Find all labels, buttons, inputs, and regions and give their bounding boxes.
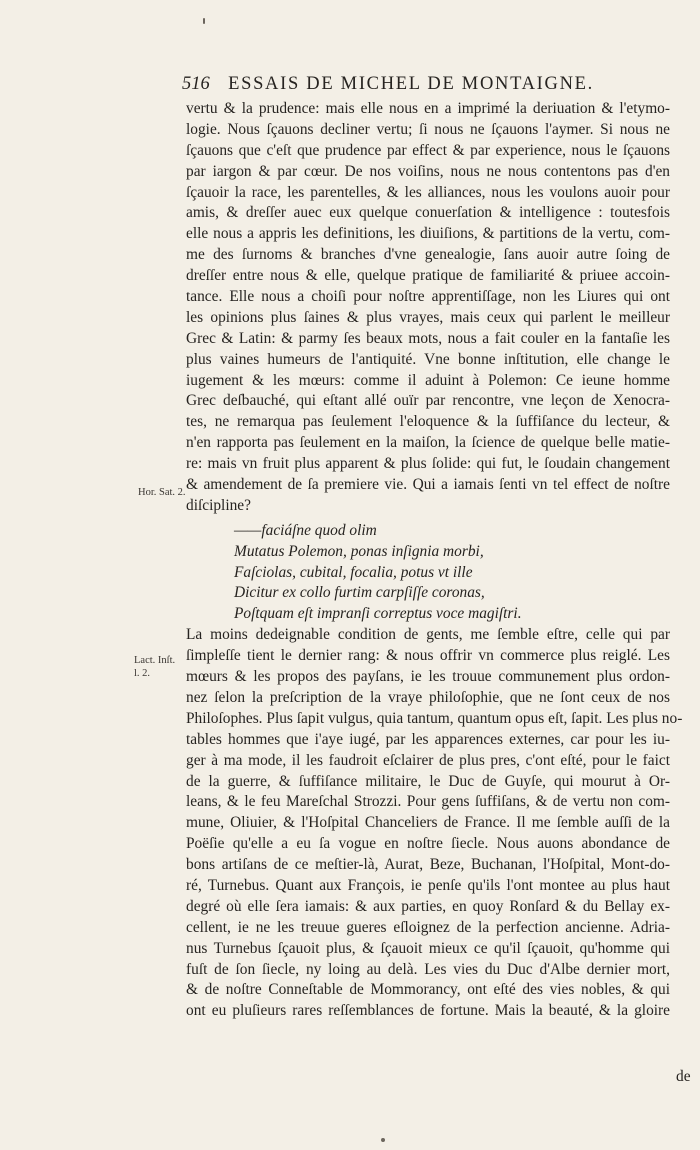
- text-line: & amendement de ſa premiere vie. Qui a iamais ſenti vn tel effect de noſtre: [186, 476, 670, 494]
- text-line: amis, & dreſſer auec eux quelque conuerſation & intelligence : toutesfois: [186, 204, 670, 222]
- margin-note-lactance: Lact. Inſt. l. 2.: [134, 655, 176, 679]
- text-line: iugement & les mœurs: comme il aduint à Polemon: Ce ieune homme: [186, 371, 670, 389]
- text-line: bons artiſans de ce meſtier-là, Aurat, Beze, Buchanan, l'Hoſpital, Mont-do-: [186, 856, 670, 874]
- text-line: ger à ma mode, il les faudroit eſclairer de plus pres, c'ont eſté, pour le faict: [186, 751, 670, 769]
- text-line: ré, Turnebus. Quant aux François, ie penſe qu'ils l'ont montee au plus haut: [186, 876, 670, 894]
- text-line: vertu & la prudence: mais elle nous en a imprimé la deriuation & l'etymo-: [186, 100, 670, 117]
- text-line: plus vaines humeurs de l'antiquité. Vne bonne inſtitution, elle change le: [186, 350, 670, 368]
- text-line: ſçauoir la race, les parentelles, & les alliances, nous les voulons auoir pour: [186, 183, 670, 201]
- text-line: nus Turnebus ſçauoit plus, & ſçauoit mieux ce qu'il ſçauoit, qu'homme qui: [186, 939, 670, 957]
- text-line: elle nous a appris les definitions, les diuiſions, & partitions de la vertu, com-: [186, 225, 670, 243]
- verse-line: ——faciáſne quod olim: [234, 521, 377, 539]
- text-line: cellent, ie ne les treuue gueres eſloignez de la perfection ancienne. Adria-: [186, 918, 670, 936]
- text-line: Grec deſbauché, qui eſtant allé ouïr par rencontre, vne leçon de Xenocra-: [186, 392, 670, 410]
- text-line: fuſt de ſon ſiecle, ny loing au delà. Les vies du Duc d'Albe dernier mort,: [186, 960, 670, 978]
- text-line: logie. Nous ſçauons decliner vertu; ſi nous ne ſçauons l'aymer. Si nous ne: [186, 120, 670, 138]
- text-line: mœurs & les propos des payſans, ie les trouue communement plus ordon-: [186, 668, 670, 686]
- text-line: diſcipline?: [186, 496, 251, 514]
- text-line: tance. Elle nous a choiſi pour noſtre apprentiſſage, non les Liures qui ont: [186, 288, 670, 306]
- text-line: & de noſtre Conneſtable de Mommorancy, ont eſté des vies nobles, & qui: [186, 981, 670, 999]
- main-text: [186, 99, 683, 1022]
- text-line: mune, Oliuier, & l'Hoſpital Chanceliers de France. Il me ſemble auſſi de la: [186, 814, 670, 832]
- text-line: tes, ne remarqua pas ſeulement l'eloquence & la ſuffiſance du lecteur, &: [186, 413, 670, 431]
- verse-line: Faſciolas, cubital, focalia, potus vt ille: [234, 563, 473, 581]
- text-line: de la guerre, & ſuffiſance militaire, le Duc de Guyſe, qui mourut à Or-: [186, 772, 670, 790]
- text-line: dreſſer entre nous & elle, quelque pratique de familiarité & priuee accoin-: [186, 267, 670, 285]
- text-line: degré où elle ſera iamais: & aux parties, en quoy Ronſard & du Bellay ex-: [186, 897, 670, 915]
- text-line: nez ſelon la preſcription de la vraye philoſophie, que ne ſont ceux de nos: [186, 688, 670, 706]
- text-line: re: mais vn fruit plus apparent & plus ſolide: qui fut, le ſoudain changement: [186, 455, 670, 473]
- text-line: Philoſophes. Plus ſapit vulgus, quia tantum, quantum opus eſt, ſapit. Les plus no-: [186, 709, 683, 727]
- text-line: tables hommes que i'aye iugé, par les apparences externes, car pour les iu-: [186, 730, 670, 748]
- verse-line: Dicitur ex collo furtim carpſiſſe coronas,: [234, 584, 485, 602]
- page-number: 516: [182, 74, 210, 94]
- page-header: [182, 74, 632, 95]
- margin-note-horace: Hor. Sat. 2.: [138, 487, 186, 498]
- text-line: ſimpleſſe tient le dernier rang: & nous offrir vn commerce plus reiglé. Les: [186, 647, 670, 665]
- verse-line: Poſtquam eſt impranſi correptus voce magiſtri.: [234, 605, 522, 623]
- verse-line: Mutatus Polemon, ponas inſignia morbi,: [234, 542, 484, 560]
- ink-speck: [381, 1138, 385, 1142]
- ink-speck: [203, 18, 205, 24]
- text-line: par iargon & par cœur. De nos voiſins, nous ne nous contentons pas d'en: [186, 162, 670, 180]
- text-line: La moins dedeignable condition de gents, me ſemble eſtre, celle qui par: [186, 626, 670, 644]
- text-line: les opinions plus ſaines & plus vrayes, mais ceux qui parlent le meilleur: [186, 308, 670, 326]
- catchword: de: [676, 1068, 691, 1085]
- text-line: n'en rapporta pas ſeulement en la maiſon, la ſcience de quelque belle matie-: [186, 434, 670, 452]
- text-line: ont eu pluſieurs rares reſſemblances de fortune. Mais la beauté, & la gloire: [186, 1002, 670, 1020]
- text-line: Grec & Latin: & parmy ſes beaux mots, nous a fait couler en la fantaſie les: [186, 329, 670, 347]
- text-line: ſçauons que c'eſt que prudence par effect & par experience, nous le ſçauons: [186, 141, 670, 159]
- text-line: leans, & le feu Mareſchal Strozzi. Pour gens ſuffiſans, & de vertu non com-: [186, 793, 670, 811]
- running-title: ESSAIS DE MICHEL DE MONTAIGNE.: [228, 74, 594, 94]
- text-line: Poëſie qu'elle a eu ſa vogue en noſtre ſiecle. Nous auons abondance de: [186, 835, 670, 853]
- text-line: me des ſurnoms & branches d'vne genealogie, ſans auoir autre ſoing de: [186, 246, 670, 264]
